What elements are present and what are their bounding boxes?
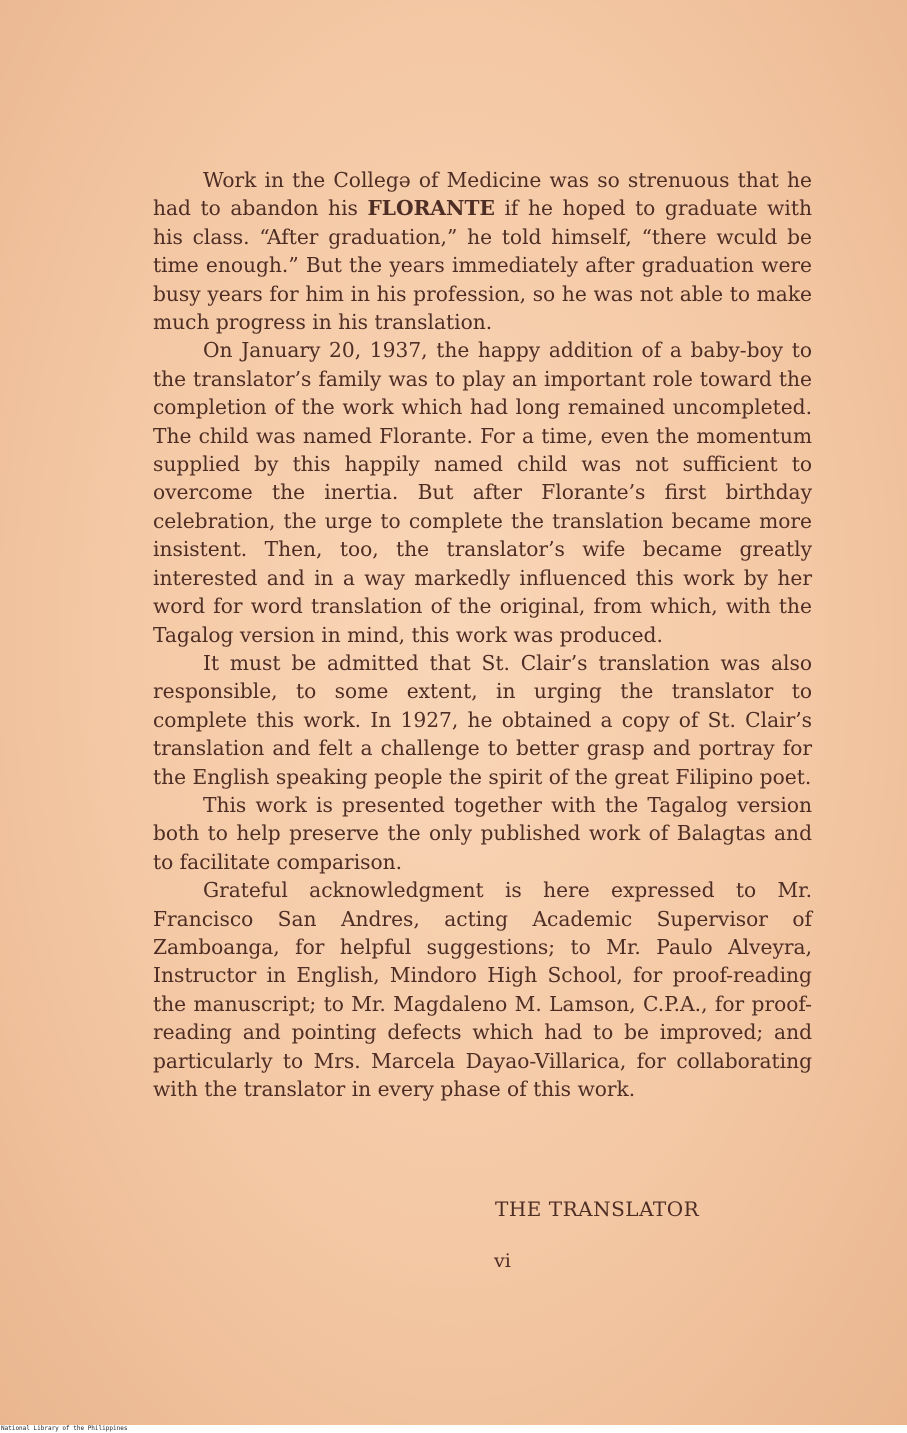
paragraph-1-rest: if he hoped to graduate with his class. “After graduation,” he told himself, “there wculd be time enough.” But the years immediately after graduation were busy years for him in his profession, so he was not able to make much progress in his translation.: [153, 196, 812, 335]
footer-bar: [0, 1425, 907, 1433]
book-title-florante: FLORANTE: [367, 196, 495, 221]
paragraph-3: It must be admitted that St. Clair’s translation was also responsible, to some extent, in urging the translator to complete this work. In 1927, he obtained a copy of St. Clair’s translation and felt a challenge to better grasp and portray for the English speaking people the spirit of the great Filipino poet.: [153, 650, 812, 789]
paragraph-4: This work is presented together with the Tagalog version both to help preserve the only published work of Balagtas and to facilitate comparison.: [153, 792, 812, 874]
paragraph-5: Grateful acknowledgment is here expressed to Mr. Francisco San Andres, acting Academic Supervisor of Zamboanga, for helpful suggestions; to Mr. Paulo Alveyra, Instructor in English, Mindoro High School, for proof-reading the manuscript; to Mr. Magdaleno M. Lamson, C.P.A., for proof-reading and pointing defects which had to be improved; and particularly to Mrs. Marcela Dayao-Villarica, for collaborating with the translator in every phase of this work.: [153, 878, 812, 1101]
footer-credit: National Library of the Philippines: [1, 1425, 128, 1432]
paragraph-1: [153, 166, 812, 336]
paragraph-2: On January 20, 1937, the happy addition of a baby-boy to the translator’s family was to play an important role toward the completion of the work which had long remained uncompleted. The child was named Florante. For a time, even the momentum supplied by this happily named child was not sufficient to overcome the inertia. But after Florante’s first birthday celebration, the urge to complete the translation became more insistent. Then, too, the translator’s wife became greatly interested and in a way markedly influenced this work by her word for word translation of the original, from which, with the Tagalog version in mind, this work was produced.: [153, 338, 812, 647]
body-text: [153, 166, 812, 1103]
page-number: vi: [494, 1250, 511, 1272]
signature: THE TRANSLATOR: [495, 1197, 700, 1221]
paragraph-1-lead: Work in the Collegə of Medicine was so strenuous that he had to abandon his: [153, 168, 812, 221]
